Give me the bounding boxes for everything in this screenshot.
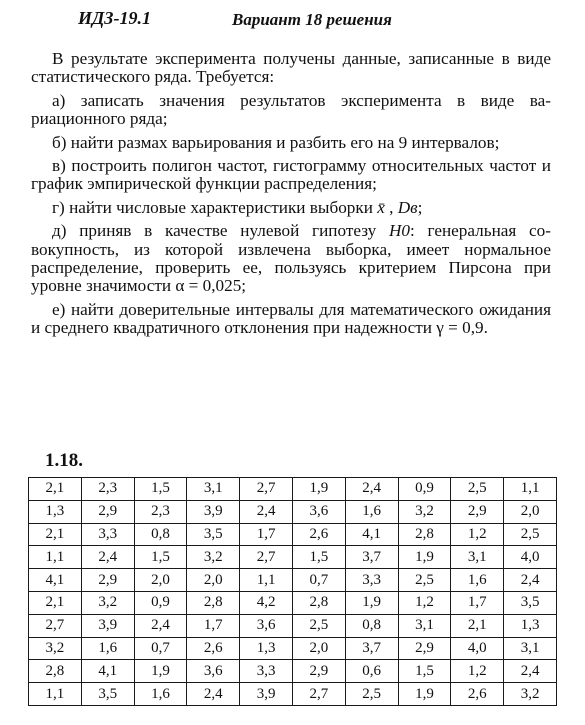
table-cell: 2,1 (29, 478, 82, 501)
task-item-d (31, 199, 551, 217)
table-cell: 3,9 (240, 683, 293, 706)
table-row (29, 614, 557, 637)
table-cell: 2,9 (292, 660, 345, 683)
table-cell: 4,2 (240, 591, 293, 614)
table-cell: 1,5 (134, 546, 187, 569)
table-row (29, 569, 557, 592)
task-description (31, 50, 551, 343)
table-cell: 1,9 (292, 478, 345, 501)
table-cell: 1,6 (345, 500, 398, 523)
table-cell: 2,9 (81, 569, 134, 592)
table-cell: 1,1 (240, 569, 293, 592)
task-item-f: е) найти доверительные интервалы для математического ожидания и среднего квадратичного отклонения при надежности γ = 0,9. (31, 299, 551, 338)
table-cell: 1,2 (451, 660, 504, 683)
task-item-d-separator: , (384, 197, 398, 217)
table-cell: 2,7 (240, 478, 293, 501)
task-item-d-text: г) найти числовые характеристики выборки (52, 197, 378, 217)
table-cell: 4,0 (451, 637, 504, 660)
section-number: 1.18. (45, 450, 83, 471)
table-cell: 2,5 (451, 478, 504, 501)
statistical-series-table (28, 477, 557, 706)
task-item-e (31, 222, 551, 296)
table-cell: 2,9 (398, 637, 451, 660)
table-cell: 1,3 (240, 637, 293, 660)
table-cell: 2,7 (240, 546, 293, 569)
table-cell: 2,5 (504, 523, 557, 546)
table-row (29, 683, 557, 706)
table-cell: 0,7 (134, 637, 187, 660)
table-cell: 3,2 (187, 546, 240, 569)
table-cell: 3,1 (398, 614, 451, 637)
task-item-e-rest: : генеральная совокупность, из которой извлечена выборка, имеет нормальное распределение, проверить ее, пользуясь критерием Пирсона при уровне значимости α = 0,025; (31, 221, 551, 296)
table-cell: 1,6 (134, 683, 187, 706)
table-cell: 4,1 (29, 569, 82, 592)
table-row (29, 591, 557, 614)
table-row (29, 478, 557, 501)
table-row (29, 660, 557, 683)
table-cell: 1,3 (29, 500, 82, 523)
table-cell: 2,0 (187, 569, 240, 592)
table-cell: 0,8 (134, 523, 187, 546)
null-hypothesis-symbol: H0 (388, 221, 410, 241)
table-cell: 2,4 (504, 660, 557, 683)
table-cell: 1,1 (504, 478, 557, 501)
assignment-title: ИДЗ-19.1 (78, 8, 151, 28)
table-cell: 2,8 (398, 523, 451, 546)
table-cell: 2,0 (134, 569, 187, 592)
table-cell: 1,7 (240, 523, 293, 546)
table-cell: 1,5 (134, 478, 187, 501)
table-cell: 2,6 (451, 683, 504, 706)
table-cell: 0,9 (398, 478, 451, 501)
task-item-c: в) построить полигон частот, гистограмму относительных частот и график эмпирической функции распределения; (31, 156, 551, 194)
table-cell: 2,5 (292, 614, 345, 637)
table-cell: 1,9 (398, 546, 451, 569)
table-cell: 3,2 (29, 637, 82, 660)
table-cell: 2,6 (187, 637, 240, 660)
task-item-e-text: д) приняв в качестве нулевой гипотезу (52, 221, 389, 241)
sample-variance-symbol: Dв (397, 197, 418, 217)
table-cell: 3,1 (504, 637, 557, 660)
table-cell: 2,3 (81, 478, 134, 501)
table-cell: 1,5 (398, 660, 451, 683)
table-cell: 3,3 (81, 523, 134, 546)
table-cell: 2,0 (292, 637, 345, 660)
table-cell: 1,7 (451, 591, 504, 614)
table-cell: 1,1 (29, 683, 82, 706)
table-cell: 4,1 (81, 660, 134, 683)
table-cell: 3,7 (345, 637, 398, 660)
table-cell: 3,6 (292, 500, 345, 523)
table-row (29, 637, 557, 660)
table-cell: 2,1 (29, 523, 82, 546)
table-cell: 3,2 (504, 683, 557, 706)
table-cell: 3,2 (81, 591, 134, 614)
table-cell: 1,7 (187, 614, 240, 637)
table-cell: 2,6 (292, 523, 345, 546)
task-intro: В результате эксперимента получены данные, записанные в виде статистического ряда. Требуется: (31, 49, 551, 87)
table-cell: 3,2 (398, 500, 451, 523)
table-cell: 3,1 (451, 546, 504, 569)
table-cell: 2,8 (292, 591, 345, 614)
table-cell: 1,5 (292, 546, 345, 569)
table-cell: 4,1 (345, 523, 398, 546)
table-cell: 1,2 (398, 591, 451, 614)
table-cell: 3,3 (345, 569, 398, 592)
table-row (29, 500, 557, 523)
table-cell: 3,9 (187, 500, 240, 523)
table-cell: 1,3 (504, 614, 557, 637)
table-cell: 2,5 (398, 569, 451, 592)
table-cell: 3,5 (504, 591, 557, 614)
table-cell: 1,2 (451, 523, 504, 546)
table-cell: 2,4 (504, 569, 557, 592)
table-cell: 1,9 (345, 591, 398, 614)
table-cell: 2,8 (187, 591, 240, 614)
table-cell: 2,1 (451, 614, 504, 637)
table-cell: 3,9 (81, 614, 134, 637)
table-cell: 2,0 (504, 500, 557, 523)
table-cell: 3,6 (187, 660, 240, 683)
table-row (29, 546, 557, 569)
table-cell: 3,5 (187, 523, 240, 546)
table-cell: 2,4 (134, 614, 187, 637)
table-cell: 3,3 (240, 660, 293, 683)
table-cell: 0,8 (345, 614, 398, 637)
table-cell: 0,9 (134, 591, 187, 614)
table-cell: 1,6 (81, 637, 134, 660)
table-cell: 2,5 (345, 683, 398, 706)
table-cell: 2,3 (134, 500, 187, 523)
table-cell: 2,7 (292, 683, 345, 706)
table-cell: 2,4 (240, 500, 293, 523)
task-item-d-end: ; (417, 197, 423, 217)
table-cell: 2,4 (81, 546, 134, 569)
table-row (29, 523, 557, 546)
table-cell: 3,7 (345, 546, 398, 569)
table-cell: 2,8 (29, 660, 82, 683)
table-cell: 2,7 (29, 614, 82, 637)
table-cell: 2,4 (345, 478, 398, 501)
table-cell: 3,5 (81, 683, 134, 706)
variant-title: Вариант 18 решения (232, 10, 392, 29)
table-cell: 1,6 (451, 569, 504, 592)
table-cell: 0,6 (345, 660, 398, 683)
table-cell: 4,0 (504, 546, 557, 569)
table-cell: 1,9 (134, 660, 187, 683)
table-cell: 3,1 (187, 478, 240, 501)
table-cell: 1,1 (29, 546, 82, 569)
table-cell: 3,6 (240, 614, 293, 637)
table-cell: 2,4 (187, 683, 240, 706)
task-item-b: б) найти размах варьирования и разбить его на 9 интервалов; (52, 132, 500, 152)
sample-mean-symbol: x̄ (377, 197, 385, 217)
table-cell: 2,9 (81, 500, 134, 523)
task-item-a: а) записать значения результатов эксперимента в виде вариационного ряда; (31, 90, 551, 129)
table-cell: 2,9 (451, 500, 504, 523)
table-cell: 1,9 (398, 683, 451, 706)
table-cell: 0,7 (292, 569, 345, 592)
table-cell: 2,1 (29, 591, 82, 614)
